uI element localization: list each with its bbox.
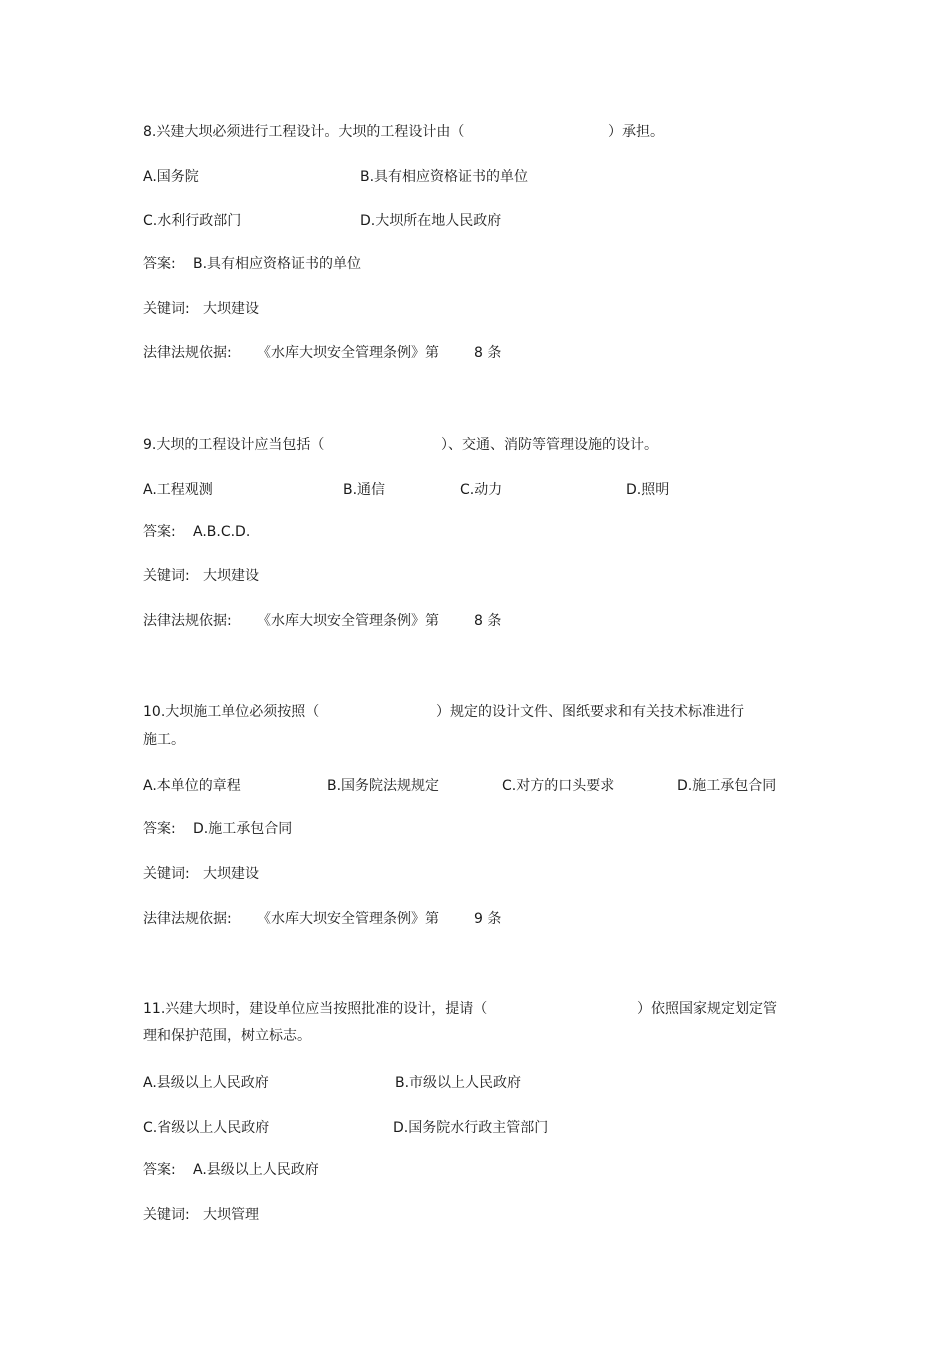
option-c: C.对方的口头要求: [502, 778, 615, 794]
keyword-value: 大坝管理: [203, 1207, 259, 1223]
option-d: D.施工承包合同: [677, 778, 777, 794]
law-name: 《水库大坝安全管理条例》第: [257, 345, 439, 361]
question-stem: ）、交通、消防等管理设施的设计。: [441, 437, 658, 453]
option-c: C.动力: [460, 482, 503, 498]
option-d: D.大坝所在地人民政府: [360, 213, 502, 229]
question-stem: ）规定的设计文件、图纸要求和有关技术标准进行: [436, 704, 744, 720]
answer-value: D.施工承包合同: [193, 821, 293, 837]
question-stem: 施工。: [143, 732, 185, 748]
law-article: 9 条: [474, 911, 502, 927]
option-a: A.工程观测: [143, 482, 213, 498]
question-stem: 11.兴建大坝时，建设单位应当按照批准的设计，提请（: [143, 1001, 488, 1017]
law-article: 8 条: [474, 613, 502, 629]
question-stem: 8.兴建大坝必须进行工程设计。大坝的工程设计由（: [143, 124, 465, 140]
option-b: B.通信: [343, 482, 386, 498]
option-c: C.水利行政部门: [143, 213, 242, 229]
law-label: 法律法规依据:: [143, 613, 232, 629]
answer-label: 答案:: [143, 256, 176, 272]
question-stem: 9.大坝的工程设计应当包括（: [143, 437, 325, 453]
option-b: B.具有相应资格证书的单位: [360, 169, 529, 185]
keyword-label: 关键词:: [143, 866, 190, 882]
keyword-label: 关键词:: [143, 301, 190, 317]
option-a: A.本单位的章程: [143, 778, 241, 794]
law-label: 法律法规依据:: [143, 911, 232, 927]
option-c: C.省级以上人民政府: [143, 1120, 270, 1136]
keyword-value: 大坝建设: [203, 301, 259, 317]
option-d: D.照明: [626, 482, 670, 498]
keyword-label: 关键词:: [143, 568, 190, 584]
keyword-value: 大坝建设: [203, 866, 259, 882]
keyword-value: 大坝建设: [203, 568, 259, 584]
option-d: D.国务院水行政主管部门: [393, 1120, 549, 1136]
question-stem: 理和保护范围，树立标志。: [143, 1028, 311, 1044]
answer-label: 答案:: [143, 524, 176, 540]
law-label: 法律法规依据:: [143, 345, 232, 361]
option-a: A.国务院: [143, 169, 199, 185]
law-name: 《水库大坝安全管理条例》第: [257, 613, 439, 629]
question-stem: 10.大坝施工单位必须按照（: [143, 704, 320, 720]
answer-value: B.具有相应资格证书的单位: [193, 256, 362, 272]
question-stem: ）承担。: [608, 124, 664, 140]
law-name: 《水库大坝安全管理条例》第: [257, 911, 439, 927]
answer-label: 答案:: [143, 821, 176, 837]
question-stem: ）依照国家规定划定管: [637, 1001, 777, 1017]
answer-value: A.县级以上人民政府: [193, 1162, 319, 1178]
answer-value: A.B.C.D.: [193, 524, 251, 540]
option-a: A.县级以上人民政府: [143, 1075, 269, 1091]
keyword-label: 关键词:: [143, 1207, 190, 1223]
option-b: B.国务院法规规定: [327, 778, 440, 794]
answer-label: 答案:: [143, 1162, 176, 1178]
option-b: B.市级以上人民政府: [395, 1075, 522, 1091]
law-article: 8 条: [474, 345, 502, 361]
